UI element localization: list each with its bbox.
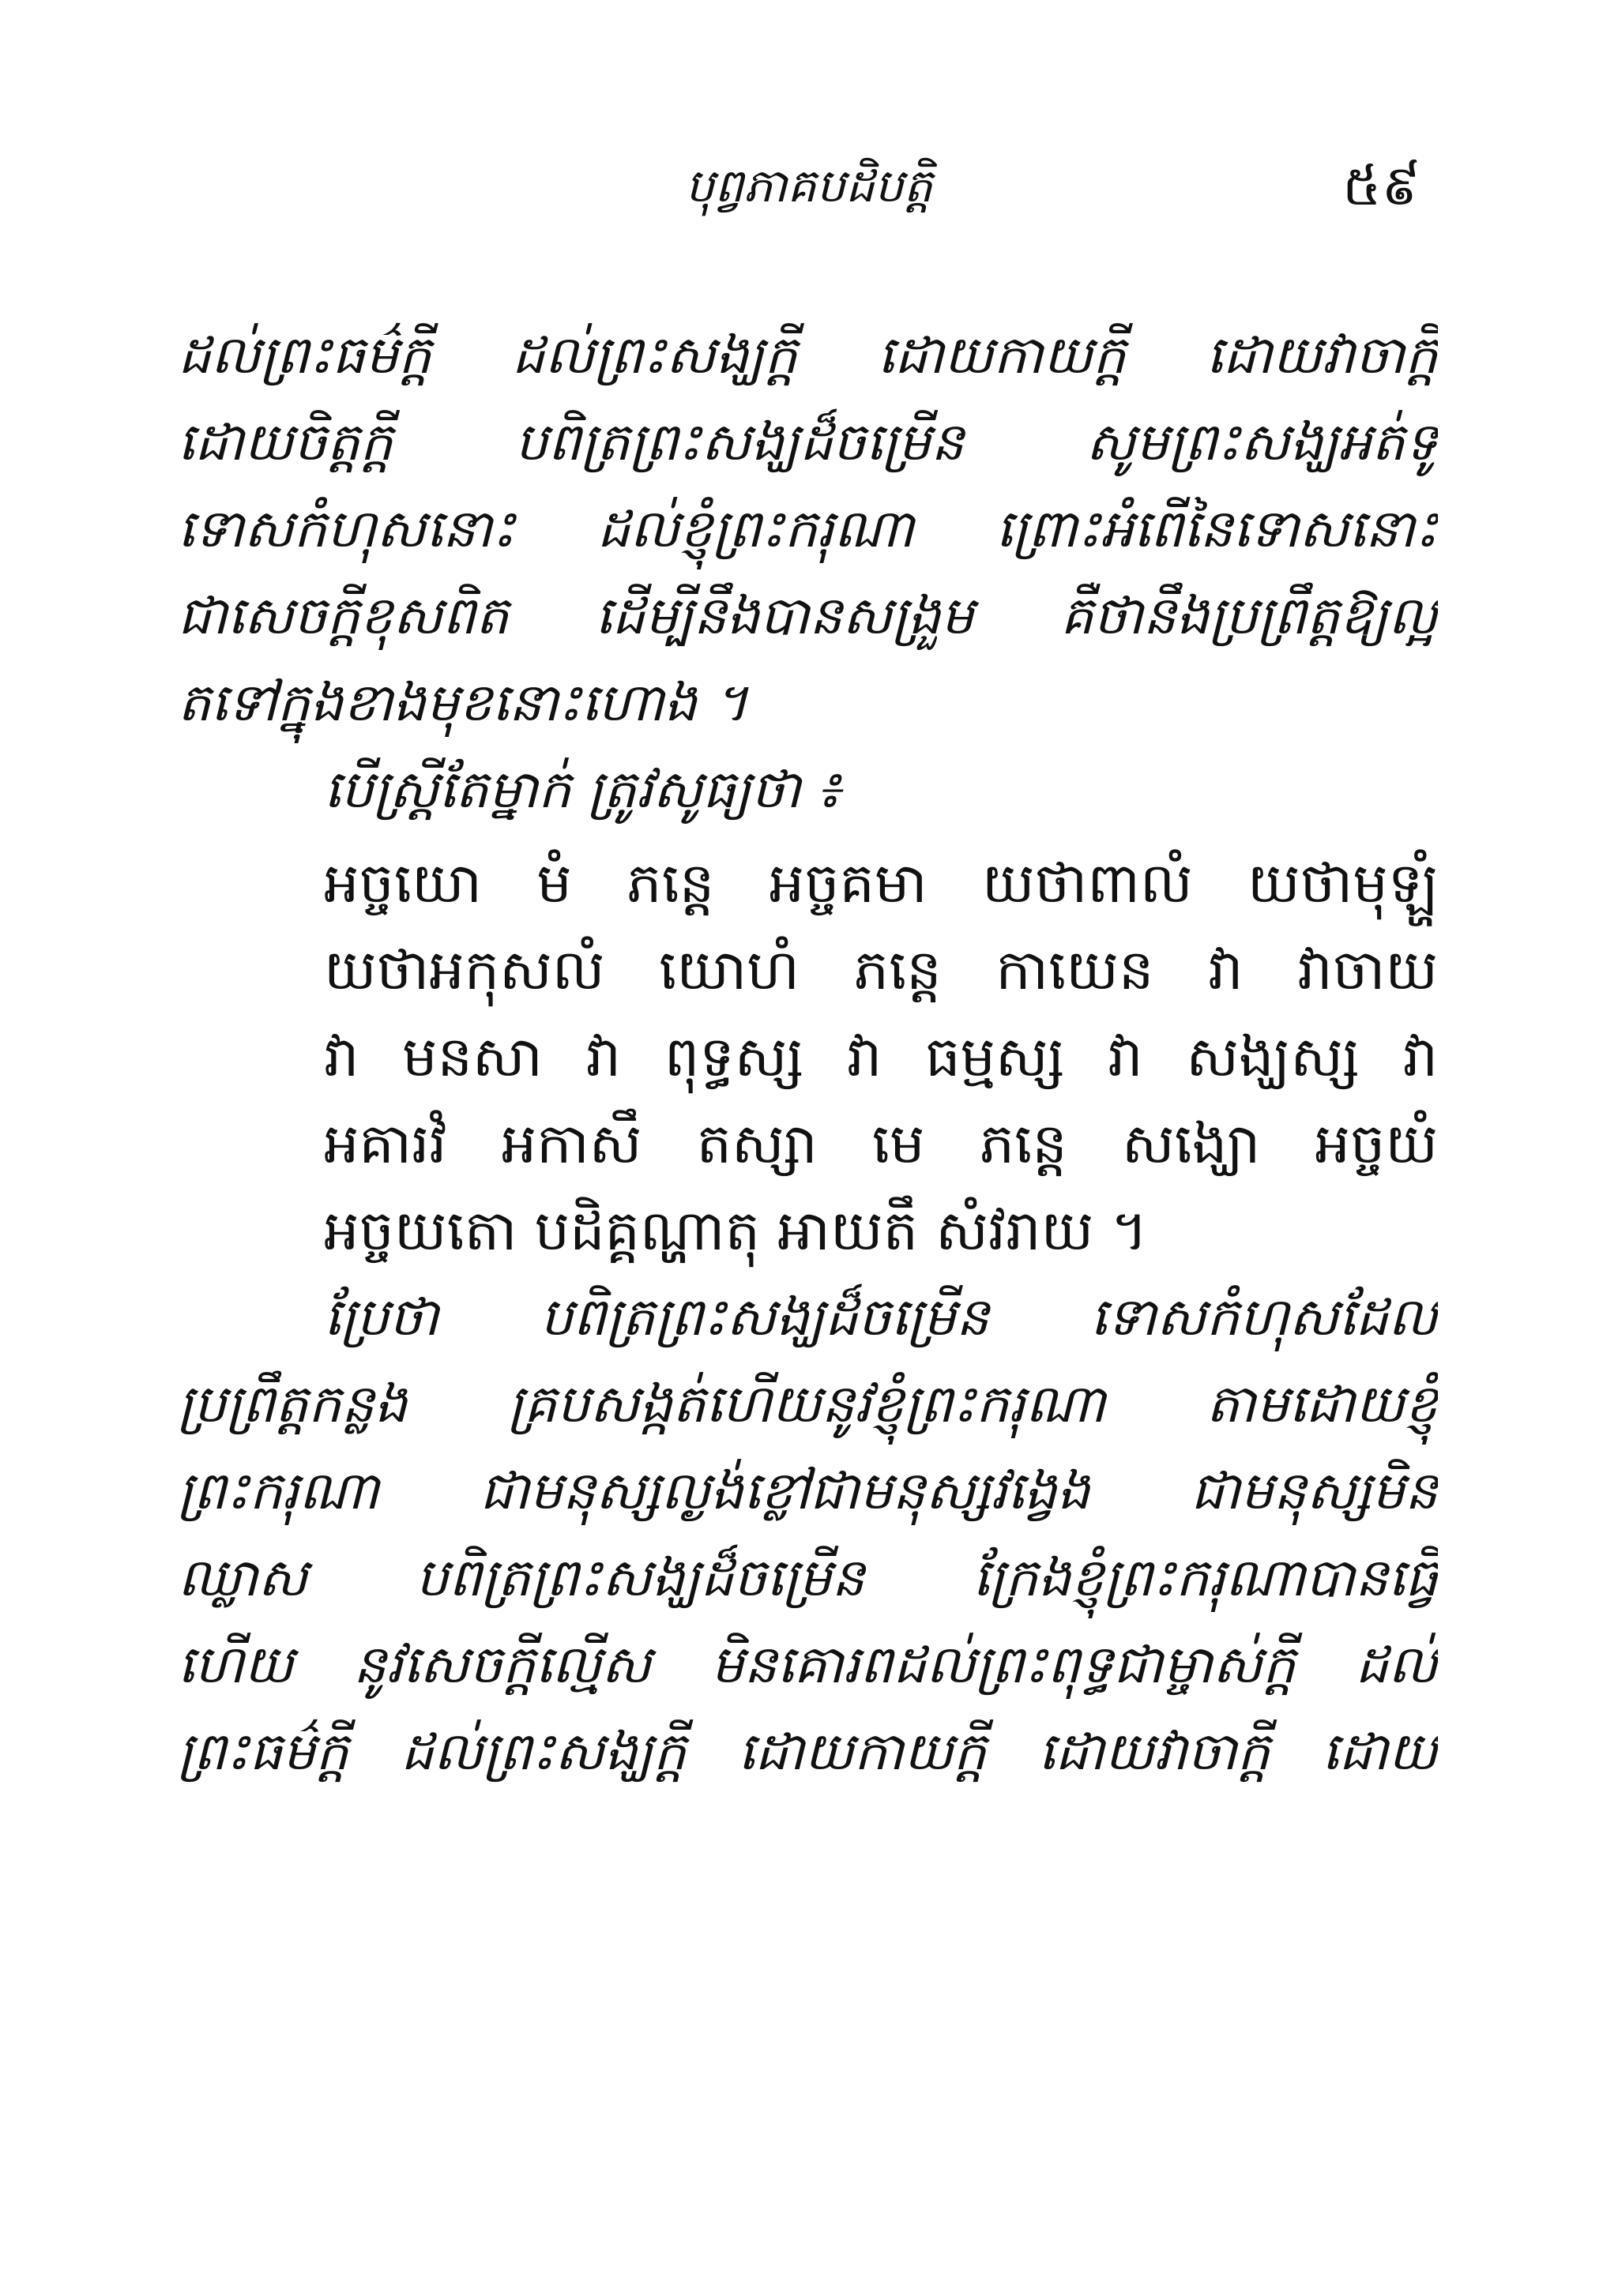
intro-line: បើស្ត្រីតែម្នាក់ ត្រូវសូធ្យថា ៖	[324, 759, 841, 820]
verse-line-2: យថាអកុសលំ យោហំ ភន្តេ កាយេន វា វាចាយ	[324, 938, 1438, 1002]
paragraph-2-line-3: ព្រះករុណា ជាមនុស្សល្ងង់ខ្លៅជាមនុស្សវង្វេង ជាមនុស្សមិន	[178, 1460, 1438, 1521]
paragraph-1-line-5: តទៅក្នុងខាងមុខនោះហោង ។	[178, 672, 748, 733]
verse-line-3: វា មនសា វា ពុទ្ធស្ស វា ធម្មស្ស វា សង្ឃស្ស វា	[324, 1024, 1438, 1089]
page-number: ៥៩	[1341, 153, 1420, 218]
paragraph-2-line-1: ប្រែថា បពិត្រព្រះសង្ឃដ៏ចម្រើន ទោសកំហុសដែល	[324, 1287, 1438, 1347]
paragraph-1-line-4: ជាសេចក្តីខុសពិត ដើម្បីនឹងបានសង្រួម គឺថានឹងប្រព្រឹត្តឱ្យល្អ	[178, 585, 1438, 646]
verse-line-4: អគារវំ អកាសឹ តស្សា មេ ភន្តេ សង្ឃោ អច្ចយំ	[324, 1111, 1438, 1176]
paragraph-1-line-2: ដោយចិត្តក្តី បពិត្រព្រះសង្ឃដ៏ចម្រើន សូមព្រះសង្ឃអត់ទូ	[178, 411, 1438, 472]
paragraph-1-line-3: ទោសកំហុសនោះ ដល់ខ្ញុំព្រះករុណា ព្រោះអំពើនៃទោសនោះ	[178, 498, 1438, 559]
verse-line-5: អច្ចយតោ បដិគ្គណ្ហាតុ អាយតឹ សំវរាយ ។	[324, 1198, 1148, 1263]
paragraph-2-line-5: ហើយ នូវសេចក្តីល្មើស មិនគោរពដល់ព្រះពុទ្ធជាម្ចាស់ក្តី ដល់	[178, 1634, 1438, 1695]
paragraph-2-line-4: ឈ្លាស បពិត្រព្រះសង្ឃដ៏ចម្រើន ក្រែងខ្ញុំព្រះករុណាបានធ្វើ	[178, 1547, 1438, 1608]
paragraph-1-line-1: ដល់ព្រះធម៌ក្តី ដល់ព្រះសង្ឃក្តី ដោយកាយក្តី ដោយវាចាក្តី	[178, 325, 1438, 385]
verse-line-1: អច្ចយោ មំ ភន្តេ អច្ចគមា យថាពាលំ យថាមុឡ្ហំ	[324, 851, 1438, 915]
body-text	[178, 312, 1438, 1795]
page-header	[0, 142, 1618, 229]
running-title: បុព្វភាគបដិបត្តិ	[685, 159, 933, 212]
paragraph-2-line-2: ប្រព្រឹត្តកន្លង គ្របសង្កត់ហើយនូវខ្ញុំព្រះករុណា តាមដោយខ្ញុំ	[178, 1373, 1438, 1434]
paragraph-2-line-6: ព្រះធម៌ក្តី ដល់ព្រះសង្ឃក្តី ដោយកាយក្តី ដោយវាចាក្តី ដោយ	[178, 1721, 1438, 1782]
